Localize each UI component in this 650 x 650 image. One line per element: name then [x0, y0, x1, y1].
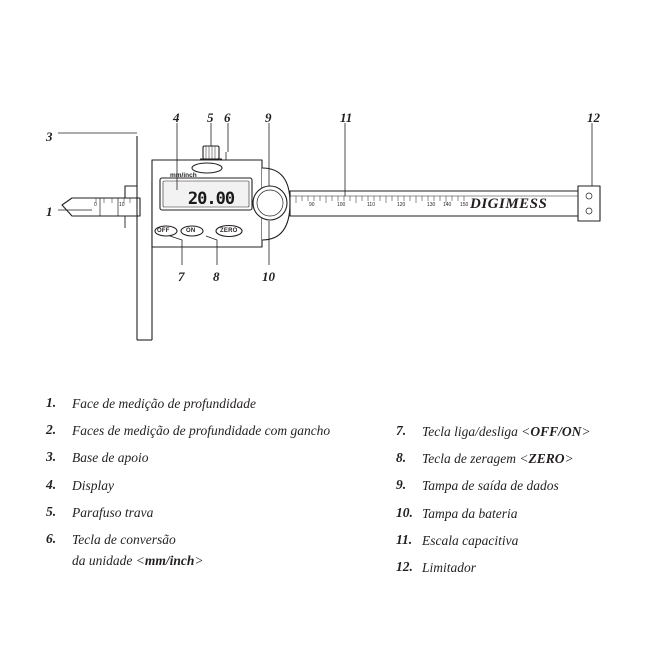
legend-label: Tampa de saída de dados [422, 478, 559, 494]
legend-number: 1. [46, 395, 57, 410]
legend-number: 8. [396, 450, 407, 466]
list-item [46, 395, 376, 413]
legend-label: Face de medição de profundidade [72, 396, 256, 411]
off-button-label[interactable]: OFF [157, 228, 170, 234]
callout-3: 3 [46, 129, 53, 144]
legend-label: Escala capacitiva [422, 532, 519, 548]
list-item [46, 449, 376, 467]
list-item [46, 531, 376, 549]
legend-label: Display [72, 477, 114, 493]
legend-label: Tampa da bateria [422, 505, 518, 521]
legend-label-continuation [72, 552, 376, 570]
legend-number: 10. [396, 504, 413, 520]
scale-tick-110: 110 [367, 202, 375, 208]
scale-tick-150: 150 [460, 202, 469, 208]
callout-12: 12 [587, 110, 600, 125]
legend [0, 395, 650, 625]
list-item [396, 532, 646, 550]
legend-label: Limitador [422, 560, 477, 576]
legend-number: 12. [396, 559, 413, 575]
zero-button-label[interactable]: ZERO [220, 228, 238, 234]
legend-number: 7. [396, 423, 407, 438]
scale-tick-100: 100 [337, 202, 346, 208]
legend-label-bold: ZERO [528, 451, 565, 467]
legend-number: 2. [46, 422, 57, 438]
legend-label: Base de apoio [72, 450, 149, 466]
callout-11: 11 [340, 110, 353, 125]
callout-7: 7 [178, 269, 185, 284]
legend-column-left [46, 395, 376, 580]
list-item [396, 477, 646, 495]
legend-label: Tecla de conversão [72, 532, 176, 548]
callout-9: 9 [265, 110, 272, 125]
list-item [396, 505, 646, 523]
scale-tick-140: 140 [443, 202, 452, 208]
callout-6: 6 [224, 110, 231, 125]
brand-logo-text: DIGIMESS [470, 196, 548, 212]
legend-label-head: Tecla liga/desliga < [422, 424, 531, 439]
legend-number: 9. [396, 477, 407, 493]
legend-sub-bold: mm/inch [144, 553, 195, 569]
display-value: 20.00 [187, 189, 235, 209]
list-item [396, 559, 646, 577]
on-button-label[interactable]: ON [186, 228, 196, 234]
scale-tick-0: 0 [94, 202, 97, 208]
legend-label-head: Tecla de zeragem < [422, 451, 529, 467]
legend-label [422, 423, 591, 441]
callout-8: 8 [213, 269, 220, 284]
legend-number: 6. [46, 531, 57, 547]
list-item [46, 422, 376, 440]
list-item [46, 477, 376, 495]
scale-tick-120: 120 [397, 202, 406, 208]
list-item [396, 450, 646, 468]
callout-1: 1 [46, 204, 53, 219]
list-item [46, 504, 376, 522]
legend-number: 3. [46, 449, 57, 465]
callout-4: 4 [173, 110, 180, 125]
display-unit-label: mm/inch [170, 172, 197, 179]
scale-tick-90: 90 [309, 202, 315, 208]
legend-label [422, 450, 574, 468]
legend-number: 4. [46, 476, 57, 492]
legend-label-tail: > [581, 424, 591, 439]
scale-tick-130: 130 [427, 202, 436, 208]
legend-number: 11. [396, 531, 413, 547]
legend-sub-tail: > [194, 553, 204, 569]
legend-column-right [396, 423, 646, 586]
legend-label: Parafuso trava [72, 504, 154, 520]
callout-10: 10 [262, 269, 275, 284]
scale-tick-10: 10 [119, 202, 125, 208]
legend-label: Faces de medição de profundidade com gancho [72, 423, 331, 439]
list-item [396, 423, 646, 441]
legend-number: 5. [46, 503, 57, 519]
legend-label-bold: OFF/ON [530, 424, 582, 439]
legend-sub-head: da unidade < [72, 553, 145, 569]
callout-5: 5 [207, 110, 214, 125]
legend-label-tail: > [564, 451, 574, 467]
